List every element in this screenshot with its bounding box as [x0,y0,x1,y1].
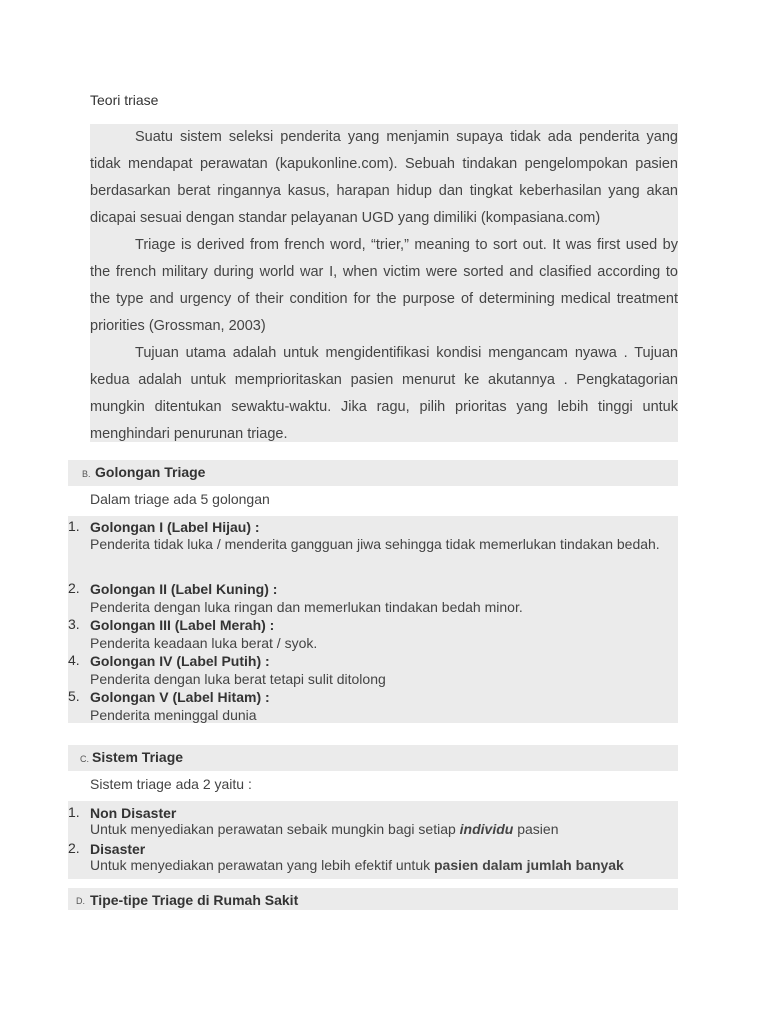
section-b-heading [68,460,678,486]
section-title: Tipe-tipe Triage di Rumah Sakit [90,892,299,908]
intro-section [90,124,678,442]
emphasis-text: pasien dalam jumlah banyak [434,857,624,873]
section-letter: C. [80,754,89,764]
text-segment: Untuk menyediakan perawatan yang lebih efektif untuk [90,857,434,873]
list-item-heading: Golongan V (Label Hitam) : [90,689,270,705]
list-item-text [90,816,670,842]
intro-paragraph: Tujuan utama adalah untuk mengidentifikasi kondisi mengancam nyawa . Tujuan kedua adalah untuk memprioritaskan pasien menurut ke akutannya . Pengkatagorian mungkin ditentukan sewaktu-waktu. Jika ragu, pilih prioritas yang lebih tinggi untuk menghindari penurunan triage. [90,345,678,442]
list-item-text: Penderita dengan luka berat tetapi sulit ditolong [90,671,386,687]
list-number: 1. [68,518,80,534]
page-title: Teori triase [90,92,159,108]
section-c-heading [68,745,678,771]
list-item-heading: Golongan I (Label Hijau) : [90,519,260,535]
list-item-heading: Disaster [90,841,146,857]
list-item-heading: Golongan III (Label Merah) : [90,617,275,633]
list-number: 3. [68,616,80,632]
list-item-heading: Golongan IV (Label Putih) : [90,653,270,669]
list-number: 4. [68,652,80,668]
section-c-lead: Sistem triage ada 2 yaitu : [90,776,252,792]
text-segment: Untuk menyediakan perawatan sebaik mungkin bagi setiap [90,821,460,837]
list-number: 1. [68,804,80,820]
section-title: Golongan Triage [95,464,206,480]
list-item-text [90,852,670,878]
section-letter: D. [76,896,85,906]
emphasis-text: individu [459,821,514,837]
list-number: 2. [68,580,80,596]
intro-paragraph: Triage is derived from french word, “trier,” meaning to sort out. It was first used by the french military during world war I, when victim were sorted and clasified according to the type and urgency of their condition for the purpose of determining medical treatment priorities (Grossman, 2003) [90,237,678,334]
golongan-list [68,516,678,723]
list-number: 2. [68,840,80,856]
sistem-list [68,801,678,879]
section-b-lead: Dalam triage ada 5 golongan [90,491,270,507]
section-title: Sistem Triage [92,749,184,765]
section-d-heading [68,888,678,910]
list-item-text: Penderita keadaan luka berat / syok. [90,635,318,651]
list-number: 5. [68,688,80,704]
text-segment: pasien [513,821,559,837]
list-item-text: Penderita dengan luka ringan dan memerlukan tindakan bedah minor. [90,599,523,615]
section-letter: B. [82,469,91,479]
list-item-text: Penderita meninggal dunia [90,707,257,723]
intro-paragraph: Suatu sistem seleksi penderita yang menjamin supaya tidak ada penderita yang tidak mendapat perawatan (kapukonline.com). Sebuah tindakan pengelompokan pasien berdasarkan berat ringannya kasus, harapan hidup dan tingkat keberhasilan yang akan dicapai sesuai dengan standar pelayanan UGD yang dimiliki (kompasiana.com) [90,129,678,226]
list-item-heading: Golongan II (Label Kuning) : [90,581,278,597]
list-item-text: Penderita tidak luka / menderita gangguan jiwa sehingga tidak memerlukan tindakan bedah. [90,536,660,552]
list-item-heading: Non Disaster [90,805,177,821]
